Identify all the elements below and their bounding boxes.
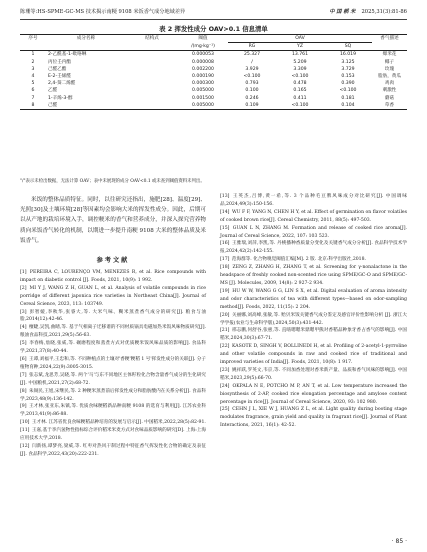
reference-item xyxy=(20,419,206,427)
table-row xyxy=(20,95,407,102)
reference-text: WU F F, YANG N, CHEN H Y, et al. Effect of germination on flavor volatiles of cooked brown rice[J]. Cereal Chemistry, 2011, 88(5): 497-503. xyxy=(220,209,407,223)
cell-structure xyxy=(126,73,178,80)
cell-compound: 丙位壬内酯 xyxy=(48,59,71,65)
reference-text: 姚祥跃,罗英文,韦京,等. 不同加香处理对香米新产量、品质和香气风味的影响[J]. 中国稻米,2023,29(5):66-70. xyxy=(220,367,407,381)
reference-text: 闫新扬,谭梦亮,梁威,等. 红枣对热风干制过程中特征香气挥发性化合物的确定及表征[J]. 食品科学,2022,43(20):222-231. xyxy=(20,443,206,457)
table-row xyxy=(20,87,407,94)
col-header-threshold: 阈值 xyxy=(178,35,228,43)
reference-text: HU W W, WANG G G, LIN S X, et al. Digital evaluation of aroma intensity and odor characteristics of tea with different types—based on odor-sampling method[J]. Foods, 2022, 11(15): 2 204. xyxy=(220,288,407,310)
table-row xyxy=(20,80,407,87)
cell-oav-yz: 13.761 xyxy=(291,52,309,58)
header-rule xyxy=(20,19,407,20)
cell-no: 2 xyxy=(31,59,35,65)
reference-number: [23] xyxy=(220,367,230,373)
reference-number: [19] xyxy=(220,288,230,294)
reference-text: CEHN J L, XIE W J, HUANG Z L, et al. Light quality during booting stage modulates fragrance, grain yield and quality in fragrant rice[J]. Journal of Plant Interactions, 2021, 16(1): 42-52. xyxy=(220,407,407,429)
cell-oav-sq: 3.729 xyxy=(341,66,355,72)
cell-compound: E-2-壬烯醛 xyxy=(48,74,71,80)
cell-no: 8 xyxy=(20,102,46,110)
cell-no: 5 xyxy=(31,81,35,87)
cell-oav-rg: 3.929 xyxy=(245,66,259,72)
col-header-compound: 成分名称 xyxy=(46,35,126,43)
reference-number: [4] xyxy=(20,325,27,331)
cell-structure xyxy=(126,95,178,102)
reference-item xyxy=(220,225,407,241)
reference-number: [3] xyxy=(20,309,27,315)
reference-text: MI Y J, WANG Z H, GUAN L, et al. Analysis of volatile compounds in rice porridge of different japonica rice varieties in Northeast China[J]. Journal of Cereal Science, 2023, 113: 103749. xyxy=(20,285,206,307)
reference-item xyxy=(20,427,206,443)
cell-oav-sq: <0.100 xyxy=(339,88,357,94)
cell-structure xyxy=(126,66,178,73)
cell-structure xyxy=(126,80,178,87)
cell-threshold: 0.005000 xyxy=(192,88,214,94)
cell-threshold: 0.001500 xyxy=(192,95,214,101)
right-column xyxy=(220,193,407,430)
cell-compound: 2,4-葵二烯醛 xyxy=(48,81,76,87)
cell-compound: 1-辛烯-3-醇 xyxy=(48,95,73,101)
reference-number: [25] xyxy=(220,407,230,413)
cell-oav-sq: 0.390 xyxy=(341,81,355,87)
reference-text: 王才林,张亚东,朱镇,等. 优质食味粳稻新品种南粳 9108 的选育与利用[J]. 江苏农业科学,2013,41(9):86-88. xyxy=(20,404,206,418)
reference-item xyxy=(20,340,206,356)
reference-text: 张志斌,龙思芳,吴晓,等. 两个'马'与东不同地区主体籽粒化合物含量香气成分的生化研究[J]. 中国粮机,2021,27(2):68-72. xyxy=(20,372,206,386)
cell-threshold: 0.000300 xyxy=(192,81,214,87)
col-header-structure: 结构式 xyxy=(126,35,178,43)
cell-structure xyxy=(126,51,178,59)
reference-number: [10] xyxy=(20,420,30,426)
cell-aroma: 草香 xyxy=(372,102,407,110)
reference-number: [15] xyxy=(220,225,230,231)
cell-aroma: 蘑菇 xyxy=(384,95,395,101)
cell-aroma: 鸡肉 xyxy=(384,81,395,87)
reference-text: 关丽娜,刘高峰,张敏,等. 贻贝米饭关键香气成分鉴定及感官评价性影响分析 [J]. 浙江大学学报(农业与生命科学版),2024,50(3):431-442. xyxy=(220,312,407,326)
table-caption: 表 2 挥发性成分 OAV>0.1 信息清单 xyxy=(159,25,268,33)
reference-text: 王谭,刘福平,王忠和,等. 不同种植点的土壤对'香粳'粳稻 1 号'挥发性成分的关联[J]. 分子植物育种,2024,22(9):3005-3015. xyxy=(20,356,206,370)
reference-list-left xyxy=(20,269,206,459)
reference-item xyxy=(220,406,407,430)
cell-oav-rg: 0.793 xyxy=(245,81,259,87)
cell-no: 1 xyxy=(31,52,35,58)
reference-item xyxy=(20,388,206,404)
cell-structure xyxy=(126,59,178,66)
reference-text: ZENG Z, ZHANG H, ZHANG T, et al. Screening for γ-nonalactone in the headspace of freshly cooked non-scented rice using SPME/GC-O and SPME/GC-MS [J]. Molecules, 2009, 14(8): 2 927-2 934. xyxy=(220,265,407,286)
reference-item xyxy=(220,312,407,328)
reference-text: 王嘉,基于李汽氢物性指标综合评价稻米米麦方式对食味品质影响的研究[D]. 上海:上海应用技术大学,2018. xyxy=(20,428,206,442)
reference-number: [14] xyxy=(220,209,230,215)
cell-threshold: 0.005000 xyxy=(178,102,228,110)
cell-threshold: 0.002200 xyxy=(192,66,214,72)
table-row xyxy=(20,59,407,66)
reference-number: [7] xyxy=(20,372,27,378)
reference-number: [20] xyxy=(220,312,230,318)
journal-issue: 2025,31(3):81-86 xyxy=(361,9,407,15)
page-number: · 85 · xyxy=(391,538,407,545)
reference-number: [22] xyxy=(220,344,230,350)
cell-oav-sq: 0.153 xyxy=(341,74,355,80)
cell-compound: 乙醛 xyxy=(48,88,58,94)
reference-number: [12] xyxy=(20,443,30,449)
header-article-info: 陈珊等:HS-SPME-GC-MS 技术揭示南粳 9108 米饭香气成分地域差异 xyxy=(20,9,186,15)
cell-oav-yz: <0.100 xyxy=(276,102,324,110)
col-header-oav: OAV xyxy=(228,35,372,43)
reference-number: [1] xyxy=(20,270,27,276)
cell-oav-sq: 3.125 xyxy=(341,59,355,65)
reference-item xyxy=(20,309,206,325)
cell-aroma: 爆米花 xyxy=(382,52,397,58)
reference-text: KASOTE D, SINGH V, BOLLINEDI H, et al. Profiling of 2-acetyl-1-pyrroline and other volatile compounds in raw and cooked rice of traditional and improved varieties of India[J]. Foods, 2021, 10(8): 1 917. xyxy=(220,344,407,366)
col-header-aroma: 香气描述 xyxy=(372,35,407,43)
conclusion-paragraph: 米饭的整体品质特征。同时，以往研究还指出，施肥[28]、温度[29]、光照[30]及土壤环境[28]等因素均会影响大米的挥发性成分。因此，后期可以从产地的栽培环境入手，调控粳米的香气和营养成分，并深入探究营养物质向米饭香气转化的机制，以期进一步提升南粳 9108 大米的整体品质及米饭香气。 xyxy=(20,197,206,244)
reference-text: OKPALA N E, POTCHO M P, AN T, et al. Low temperature increased the biosynthesis of 2-AP, cooked rice elongation percentage and amylose content percentage in rice[J]. Journal of Cereal Science, 2020, 93: 102 980. xyxy=(220,383,407,405)
reference-text: 范海群等. 化合物嗅觉阈值汇编[M]. 2 版. 北京:科学出版社,2018. xyxy=(231,257,366,263)
reference-item xyxy=(20,356,206,372)
cell-aroma: 椰子 xyxy=(384,59,395,65)
cell-compound: 己醛 xyxy=(46,102,126,110)
cell-threshold: 0.000190 xyxy=(192,74,214,80)
journal-name: 中 国 稻 米 xyxy=(329,9,356,15)
cell-oav-sq: 0.104 xyxy=(324,102,372,110)
cell-oav-yz: 0.165 xyxy=(293,88,307,94)
cell-oav-yz: 0.411 xyxy=(293,95,307,101)
cell-structure xyxy=(126,87,178,94)
reference-item xyxy=(220,327,407,343)
reference-number: [6] xyxy=(20,356,27,362)
reference-item xyxy=(20,285,206,309)
reference-number: [8] xyxy=(20,388,27,394)
cell-compound: 2-乙酰基-1-吡咯啉 xyxy=(48,52,87,58)
cell-aroma: 脂肪，黄瓜 xyxy=(378,74,401,80)
reference-item xyxy=(220,367,407,383)
reference-item xyxy=(20,443,206,459)
table-row xyxy=(20,102,407,110)
cell-no: 3 xyxy=(31,66,35,72)
cell-oav-rg: 25.327 xyxy=(243,52,261,58)
cell-oav-yz: <0.100 xyxy=(291,74,309,80)
table-row xyxy=(20,66,407,73)
col-header-rg: RG xyxy=(228,43,276,51)
reference-number: [9] xyxy=(20,404,27,410)
cell-oav-rg: / xyxy=(251,59,253,65)
cell-oav-yz: 5.209 xyxy=(293,59,307,65)
reference-text: 李春梅,詹晓,张威,等. 碾磨程度和蒸煮方式对优质粳米饭风味品质的影响[J]. 食品科学,2021,37(8):40-44. xyxy=(20,341,206,355)
cell-oav-sq: 16.019 xyxy=(339,52,357,58)
volatile-oav-table xyxy=(20,34,407,110)
header-journal-info xyxy=(329,6,407,18)
reference-number: [21] xyxy=(220,328,230,334)
cell-threshold: 0.000053 xyxy=(192,52,214,58)
reference-list-right xyxy=(220,193,407,430)
references-heading: 参考文献 xyxy=(96,257,130,265)
cell-aroma: 刺激性 xyxy=(382,88,397,94)
reference-item xyxy=(220,240,407,256)
cell-oav-rg: <0.100 xyxy=(243,74,261,80)
reference-number: [2] xyxy=(20,285,27,291)
cell-oav-rg: 0.100 xyxy=(245,88,259,94)
reference-number: [13] xyxy=(220,194,230,199)
reference-item xyxy=(220,264,407,288)
reference-item xyxy=(220,288,407,312)
table-row xyxy=(20,73,407,80)
reference-text: 朱锡民,王旭,宋继民,等. 2 种粳米蒸煮前后挥发性成分和脂肪酸内在关系分析[J]. 食品科学,2023,48(9):136-142. xyxy=(20,388,206,402)
threshold-unit: /(mg·kg⁻¹) xyxy=(178,43,228,51)
reference-number: [16] xyxy=(220,241,230,247)
reference-item xyxy=(220,209,407,225)
cell-oav-rg: 0.109 xyxy=(228,102,276,110)
cell-compound: 己醛乙酯 xyxy=(48,66,67,72)
reference-text: PEREIRA C, LOURENÇO VM, MENEZES R, et al. Rice compounds with impact on diabetic control [J]. Foods, 2021, 10(9): 1 992. xyxy=(20,270,206,283)
reference-text: 王英杰,吕博,黄一希,等. 3 个品种毛豆脾风味成分对比研究[J]. 中国调味品,2024,49(3):150-156. xyxy=(220,194,407,207)
reference-number: [18] xyxy=(220,265,230,271)
reference-item xyxy=(20,372,206,388)
cell-threshold: 0.000008 xyxy=(192,59,214,65)
cell-no: 7 xyxy=(31,95,35,101)
reference-text: 王才林. 江苏省优良食味粳稻品种培育的发展与启示[J]. 中国稻米,2022,28(5):82-91. xyxy=(31,420,206,426)
reference-text: 王雅瑞,刘萍,李凯,等. 丹桃播种香质量分变化及关键香气成分分析[J]. 食品科学技术学报,2024,42(2):142-155. xyxy=(220,241,407,255)
running-header xyxy=(20,6,407,18)
reference-item xyxy=(20,324,206,340)
col-header-yz: YZ xyxy=(276,43,324,51)
table-footnote: "/"表示未检出数据，无法计算 OAV；表中未展现的成分 OAV<0.1 或未查到阈值资料未列出。 xyxy=(20,179,205,184)
reference-item xyxy=(220,193,407,209)
reference-item xyxy=(220,383,407,407)
reference-item xyxy=(20,403,206,419)
cell-structure xyxy=(126,102,178,110)
cell-aroma: 玫瑰 xyxy=(384,66,395,72)
cell-no: 4 xyxy=(31,74,35,80)
reference-number: [24] xyxy=(220,383,230,389)
reference-item xyxy=(220,343,407,367)
reference-text: 邢志鹏,何舒谷,张惠,等. 直啮嗯嗯米鼎嗯甲熊对香稻品种象牙香占香气的影响[J]. 中国稻米,2024,30(3):67-71. xyxy=(220,328,407,342)
cell-oav-rg: 0.246 xyxy=(245,95,259,101)
reference-item xyxy=(20,269,206,285)
reference-text: GUAN L N, ZHANG M. Formation and release of cooked rice aroma[J]. Journal of Cereal Science, 2022, 107: 103 523. xyxy=(220,225,408,239)
reference-number: [11] xyxy=(20,428,30,434)
col-header-no: 序号 xyxy=(20,35,46,43)
reference-text: 檀睫,吴凯,曲睛,等. 基于气相离子迁移谱的不同材质锅具电磁加热米饭风味物质研究[J]. 粮油食品科技,2021,29(5):56-63. xyxy=(20,325,206,339)
reference-item xyxy=(220,256,407,264)
cell-oav-sq: 0.181 xyxy=(341,95,355,101)
cell-no: 6 xyxy=(31,88,35,94)
reference-number: [5] xyxy=(20,341,27,347)
col-header-sq: SQ xyxy=(324,43,372,51)
reference-text: 彭智媛,李秋华,张睿大,等. 大米气味、糊米蒸煮香气成分的研究[J]. 粮食与油脂,2014(12):42-46. xyxy=(20,309,206,323)
cell-oav-yz: 0.478 xyxy=(293,81,307,87)
table-row xyxy=(20,51,407,59)
reference-number: [17] xyxy=(220,257,230,263)
cell-oav-yz: 3.309 xyxy=(293,66,307,72)
left-column xyxy=(20,195,206,459)
